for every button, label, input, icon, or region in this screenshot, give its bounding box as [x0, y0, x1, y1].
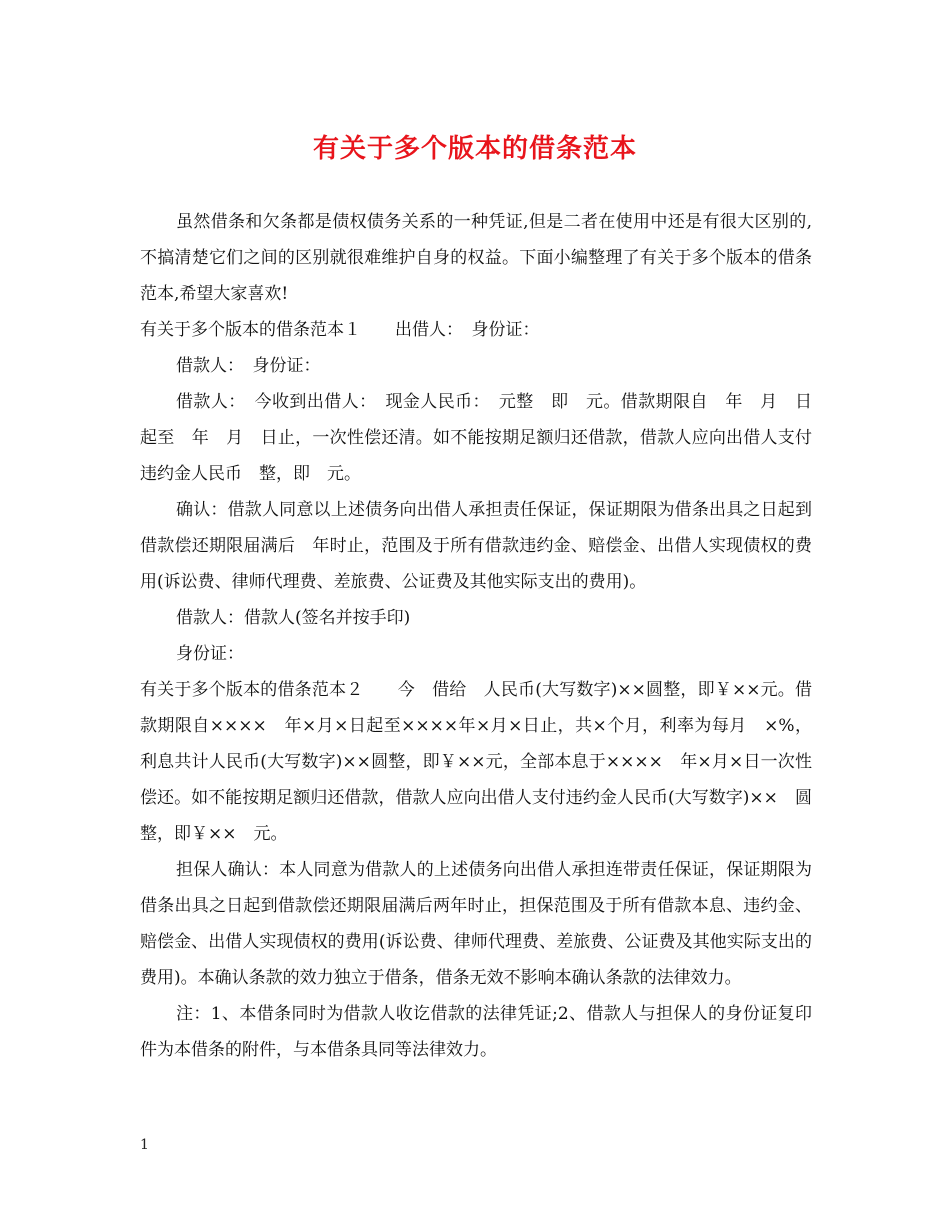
paragraph-id-card: 身份证：	[176, 644, 244, 664]
paragraph-notes: 注：1、本借条同时为借款人收讫借款的法律凭证;2、借款人与担保人的身份证复印件为本借条的附件，与本借条具同等法律效力。	[140, 1004, 812, 1060]
paragraph-guarantor-confirmation: 担保人确认：本人同意为借款人的上述债务向出借人承担连带责任保证，保证期限为借条出具之日起到借款偿还期限届满后两年时止，担保范围及于所有借款本息、违约金、赔偿金、出借人实现债权的费用(诉讼费、律师代理费、差旅费、公证费及其他实际支出的费用)。本确认条款的效力独立于借条，借条无效不影响本确认条款的法律效力。	[140, 860, 812, 988]
paragraph-intro: 虽然借条和欠条都是债权债务关系的一种凭证,但是二者在使用中还是有很大区别的,不搞清楚它们之间的区别就很难维护自身的权益。下面小编整理了有关于多个版本的借条范本,希望大家喜欢!	[140, 212, 812, 304]
paragraph-version-2: 有关于多个版本的借条范本２ 今 借给 人民币(大写数字)××圆整，即￥××元。借款期限自×××× 年×月×日起至××××年×月×日止，共×个月，利率为每月 ×%，利息共计人民币(大写数字)××圆整，即￥××元，全部本息于×××× 年×月×日一次性偿还。如不能按期足额归还借款，借款人应向出借人支付违约金人民币(大写数字)×× 圆整，即￥×× 元。	[140, 680, 812, 844]
paragraph-borrower-id: 借款人： 身份证：	[176, 356, 321, 376]
page-number: 1	[140, 1137, 149, 1153]
document-body	[140, 204, 812, 1068]
paragraph-borrower-signature: 借款人：借款人(签名并按手印)	[176, 608, 411, 628]
paragraph-confirmation: 确认：借款人同意以上述债务向出借人承担责任保证，保证期限为借条出具之日起到借款偿还期限届满后 年时止，范围及于所有借款违约金、赔偿金、出借人实现债权的费用(诉讼费、律师代理费、差旅费、公证费及其他实际支出的费用)。	[140, 500, 812, 592]
paragraph-loan-terms: 借款人： 今收到出借人： 现金人民币： 元整 即 元。借款期限自 年 月 日起至 年 月 日止，一次性偿还清。如不能按期足额归还借款，借款人应向出借人支付违约金人民币 整，即 元。	[140, 392, 812, 484]
document-title: 有关于多个版本的借条范本	[312, 134, 637, 164]
paragraph-version-1-heading: 有关于多个版本的借条范本１ 出借人： 身份证：	[140, 320, 540, 340]
